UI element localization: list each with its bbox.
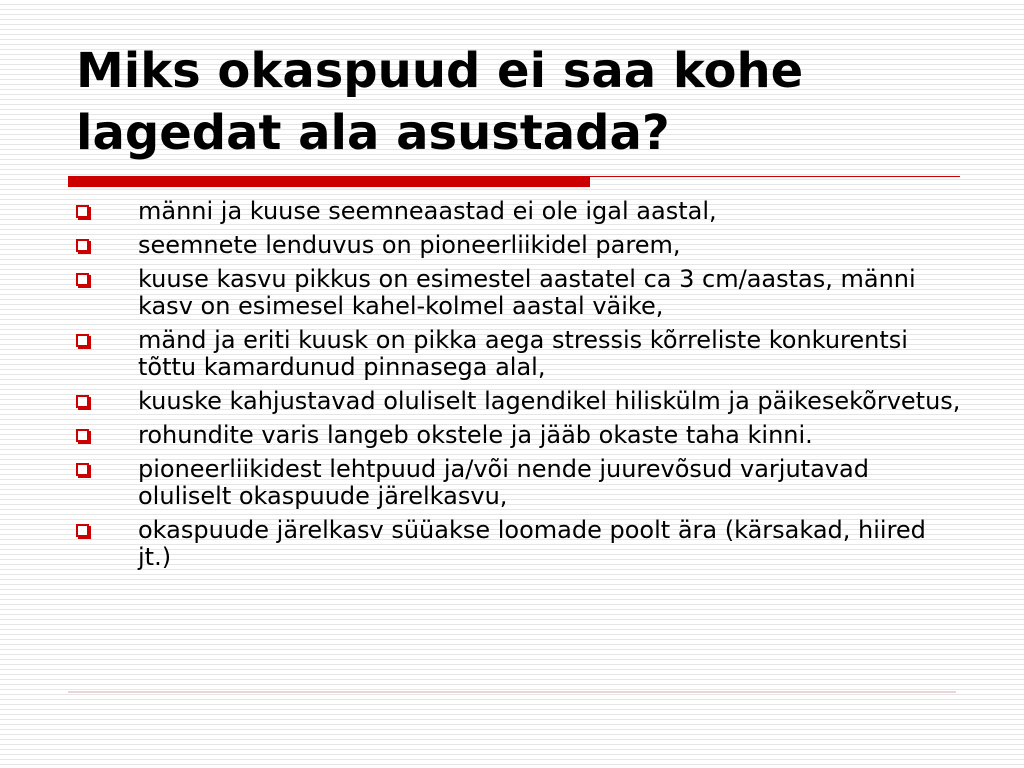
- bullet-text: seemnete lenduvus on pioneerliikidel parem,: [138, 231, 681, 259]
- slide-title-line-2: lagedat ala asustada?: [76, 105, 670, 161]
- bullet-text: pioneerliikidest lehtpuud ja/või nende juurevõsud varjutavad oluliselt okaspuude järelkasvu,: [138, 455, 869, 510]
- hollow-square-bullet-icon: [76, 463, 89, 476]
- footer-divider: [68, 691, 956, 693]
- hollow-square-bullet-icon: [76, 273, 89, 286]
- title-underline-thick: [68, 176, 590, 187]
- hollow-square-bullet-icon: [76, 239, 89, 252]
- slide-title-line-1: Miks okaspuud ei saa kohe: [76, 43, 804, 99]
- hollow-square-bullet-icon: [76, 334, 89, 347]
- bullet-item: [74, 517, 964, 571]
- bullet-item: [74, 388, 964, 415]
- hollow-square-bullet-icon: [76, 395, 89, 408]
- hollow-square-bullet-icon: [76, 205, 89, 218]
- bullet-item: [74, 198, 964, 225]
- hollow-square-bullet-icon: [76, 429, 89, 442]
- bullet-text: rohundite varis langeb okstele ja jääb okaste taha kinni.: [138, 421, 813, 449]
- bullet-text: kuuse kasvu pikkus on esimestel aastatel ca 3 cm/aastas, männi kasv on esimesel kahel-kolmel aastal väike,: [138, 265, 916, 320]
- bullet-text: kuuske kahjustavad oluliselt lagendikel hiliskülm ja päikesekõrvetus,: [138, 387, 961, 415]
- bullet-text: männi ja kuuse seemneaastad ei ole igal aastal,: [138, 197, 717, 225]
- bullet-text: mänd ja eriti kuusk on pikka aega stressis kõrreliste konkurentsi tõttu kamardunud pinnasega alal,: [138, 326, 908, 381]
- bullet-item: [74, 327, 964, 381]
- bullet-item: [74, 266, 964, 320]
- slide-title: [76, 40, 976, 164]
- hollow-square-bullet-icon: [76, 524, 89, 537]
- bullet-text: okaspuude järelkasv süüakse loomade poolt ära (kärsakad, hiired jt.): [138, 516, 926, 571]
- bullet-item: [74, 232, 964, 259]
- bullet-item: [74, 422, 964, 449]
- bullet-list: [74, 198, 964, 578]
- bullet-item: [74, 456, 964, 510]
